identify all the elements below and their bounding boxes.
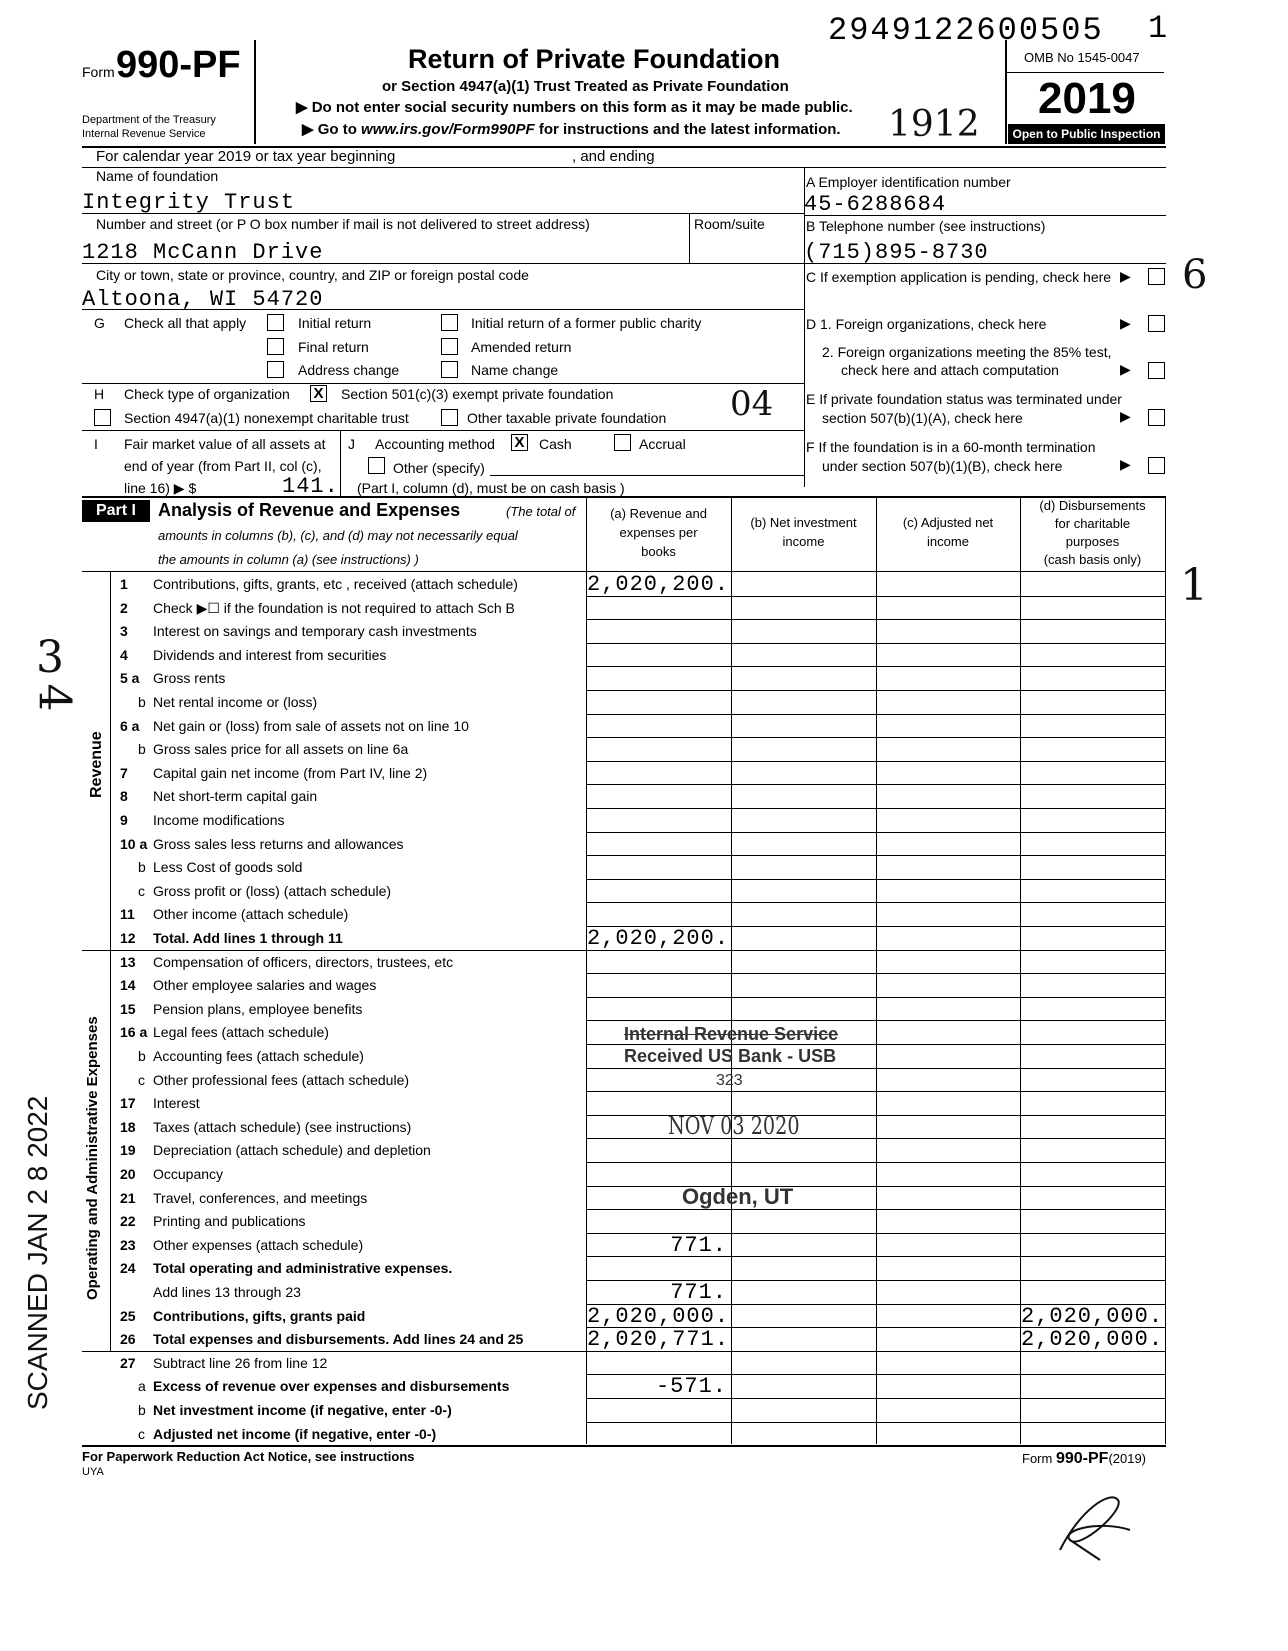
row-rule [586,666,1166,667]
line-label: Compensation of officers, directors, trustees, etc [153,953,454,970]
fmv-line2: end of year (from Part II, col (c), [124,458,322,474]
col-d-header: for charitable [1054,516,1131,531]
notice-ssn: ▶ Do not enter social security numbers on this form as it may be made public. [296,99,853,116]
signature-scribble [1040,1470,1150,1566]
h-label: Check type of organization [124,386,290,402]
footer-form-prefix: Form [1022,1451,1053,1466]
calendar-rule [82,167,1166,168]
paperwork-notice: For Paperwork Reduction Act Notice, see instructions [82,1449,415,1464]
tax-year: 2019 [1038,74,1136,123]
name-label: Name of foundation [96,168,219,184]
row-rule [586,808,1166,809]
uya-code: UYA [82,1466,104,1478]
row-rule [586,997,1166,998]
row-rule [586,761,1166,762]
line-label: Total. Add lines 1 through 11 [153,930,343,946]
d1-foreign-checkbox[interactable] [1148,315,1165,332]
document-locator-number: 2949122600505 [828,12,1104,49]
stamp-323: 323 [716,1072,743,1089]
fmv-value[interactable]: 141. [282,474,339,499]
row-rule [586,643,1166,644]
c-exemption-checkbox[interactable] [1148,268,1165,285]
line-number: b [138,1048,146,1064]
col-d-right [1165,497,1166,1444]
col-a-value[interactable]: 2,020,200. [587,572,730,597]
initial-return-checkbox[interactable] [267,314,284,331]
line-label: Dividends and interest from securities [153,646,387,663]
line-label: Income modifications [153,812,285,828]
part1-desc3: the amounts in column (a) (see instructions) ) [158,552,419,567]
notice-instructions [302,120,841,138]
col-a-header: expenses per [619,524,698,540]
row-rule [82,1351,1166,1352]
line-label: Printing and publications [153,1213,306,1230]
col-a-value[interactable]: 2,020,000. [587,1303,730,1329]
final-return-checkbox[interactable] [267,338,284,355]
city-label: City or town, state or province, country, and ZIP or foreign postal code [96,267,529,283]
room-label: Room/suite [694,216,765,232]
cash-basis-note: (Part I, column (d), must be on cash basis ) [357,480,625,496]
initial-return-label: Initial return [298,315,372,331]
line-number: a [138,1378,146,1395]
line-number: 9 [120,812,128,828]
name-rule [82,213,804,214]
header-divider-left [254,40,256,144]
line-number: 10 a [120,835,148,852]
ein-value[interactable]: 45-6288684 [804,192,947,217]
line-number: 26 [120,1331,136,1348]
line-number: 1 [120,576,128,592]
footer-form-year: (2019) [1108,1451,1147,1466]
line-number: 8 [120,788,128,805]
ein-rule [804,215,1166,216]
line-number: 16 a [120,1024,148,1041]
final-return-label: Final return [298,339,369,355]
ij-divider [340,430,341,496]
line-number: 15 [120,1000,136,1017]
col-a-header: (a) Revenue and [610,505,707,521]
line-label: Check ▶☐ if the foundation is not required to attach Sch B [153,599,515,616]
501c3-label: Section 501(c)(3) exempt private foundation [341,386,614,402]
name-change-checkbox[interactable] [441,361,458,378]
revenue-side-divider [110,571,111,951]
part1-desc1: (The total of [506,504,576,519]
notice-prefix: ▶ Go to [302,121,362,138]
phone-value[interactable]: (715)895-8730 [804,240,989,265]
d2-foreign-85-checkbox[interactable] [1148,362,1165,379]
line-number: 24 [120,1260,136,1277]
other-specify-line [490,475,804,476]
col-a-value[interactable]: 2,020,771. [587,1327,730,1353]
line-label: Net gain or (loss) from sale of assets not on line 10 [153,717,469,734]
line-label: Total expenses and disbursements. Add lines 24 and 25 [153,1331,524,1348]
line-label: Adjusted net income (if negative, enter -0-) [153,1425,437,1442]
col-d-header: (cash basis only) [1043,552,1142,567]
line-label: Other income (attach schedule) [153,906,349,923]
line-label: Interest on savings and temporary cash investments [153,623,477,640]
col-d-value[interactable]: 2,020,000. [1021,1327,1164,1353]
line-number: c [138,882,145,899]
line-number: 6 a [120,717,140,734]
row-rule [586,1091,1166,1092]
form-subtitle: or Section 4947(a)(1) Trust Treated as Private Foundation [382,78,789,95]
line-label: Gross sales less returns and allowances [153,835,404,852]
footer-form-number: 990-PF [1055,1450,1109,1467]
street-rule [82,263,804,264]
address-change-checkbox[interactable] [267,361,284,378]
f-label-line2: under section 507(b)(1)(B), check here [822,458,1063,474]
line-label: Gross profit or (loss) (attach schedule) [153,882,392,899]
row-rule [586,902,1166,903]
col-a-value[interactable]: 771. [670,1232,727,1258]
calendar-year-label: For calendar year 2019 or tax year beginning [96,148,396,165]
line-label: Interest [153,1095,200,1112]
line-label: Total operating and administrative expenses. [153,1260,453,1277]
line-number: 20 [120,1166,136,1182]
handwritten-3: 3 [36,632,64,683]
4947-checkbox[interactable] [94,409,111,426]
initial-former-checkbox[interactable] [441,314,458,331]
col-d-value[interactable]: 2,020,000. [1021,1303,1164,1329]
row-rule [586,1398,1166,1399]
line-label: Taxes (attach schedule) (see instructions) [153,1118,412,1135]
f-arrow-icon: ▶ [1120,456,1131,472]
e-terminated-checkbox[interactable] [1148,409,1165,426]
row-rule [586,619,1166,620]
line-label: Other expenses (attach schedule) [153,1236,364,1253]
col-b-header: (b) Net investment [750,515,857,530]
omb-divider [1006,72,1164,73]
city-rule [82,309,804,310]
part1-desc2: amounts in columns (b), (c), and (d) may not necessarily equal [158,528,518,543]
expenses-side-divider [110,951,111,1351]
cash-checkbox[interactable]: X [511,434,528,451]
d2-label-line1: 2. Foreign organizations meeting the 85% test, [822,344,1112,360]
room-divider [689,213,690,263]
stamp-received: Received US Bank - USB [624,1046,837,1066]
line-number: c [138,1425,145,1442]
other-taxable-label: Other taxable private foundation [467,410,667,426]
line-label: Net investment income (if negative, enter -0-) [153,1402,452,1418]
row-rule [586,855,1166,856]
line-number: b [138,1402,146,1418]
row-rule [586,596,1166,597]
line-number: c [138,1071,145,1088]
col-c-header: income [927,534,969,549]
form-prefix: Form [82,64,115,80]
handwritten-6: 6 [1182,252,1208,298]
line-number: b [138,859,146,876]
col-a-value[interactable]: -571. [655,1374,727,1400]
g-rule [82,383,804,384]
line-label: Travel, conferences, and meetings [153,1189,368,1206]
amended-return-label: Amended return [471,339,572,355]
city-state-zip[interactable]: Altoona, WI 54720 [82,287,324,312]
handwritten-04: 04 [730,384,774,424]
open-to-public-badge: Open to Public Inspection [1008,124,1165,144]
line-number: 13 [120,953,136,970]
col-d-header: (d) Disbursements [1039,498,1146,513]
line-label: Occupancy [153,1166,224,1182]
line-number: 14 [120,977,136,994]
line-label: Gross rents [153,670,226,687]
line-number: 5 a [120,670,140,687]
col-a-header: books [641,543,676,559]
col-d-header: purposes [1065,534,1120,549]
ein-label: A Employer identification number [806,174,1011,190]
document-locator-suffix: 1 [1148,10,1168,47]
part1-tag: Part I [82,500,150,522]
line-number: 4 [120,646,128,663]
line-label: Accounting fees (attach schedule) [153,1048,364,1064]
501c3-checkbox[interactable]: X [310,385,327,402]
line-label: Less Cost of goods sold [153,859,303,876]
stamp-date: NOV 03 2020 [668,1112,800,1140]
omb-number: OMB No 1545-0047 [1024,50,1140,65]
col-b-header: income [782,534,825,549]
row-rule [586,1422,1166,1423]
h-letter: H [94,386,105,402]
col-d-left [1020,497,1021,1444]
cash-label: Cash [539,436,572,452]
g-label: Check all that apply [124,315,247,331]
handwritten-1: 1 [1180,560,1208,611]
col-b-left [731,497,732,1444]
form-number: 990-PF [116,44,241,86]
fmv-line1: Fair market value of all assets at [124,436,326,452]
line-number: 21 [120,1189,136,1206]
row-rule [82,950,1166,951]
line-number: 3 [120,623,128,640]
line-number: b [138,741,146,758]
irs-label: Internal Revenue Service [82,128,206,140]
row-rule [586,784,1166,785]
other-method-label: Other (specify) [393,460,485,476]
row-rule [586,1068,1166,1069]
name-change-label: Name change [471,362,559,378]
g-letter: G [94,315,105,331]
line-label: Contributions, gifts, grants, etc , received (attach schedule) [153,576,518,592]
handwritten-1912: 1912 [888,104,980,145]
calendar-ending-label: , and ending [572,148,655,165]
line-label: Other employee salaries and wages [153,977,377,994]
initial-former-label: Initial return of a former public charity [471,315,702,331]
j-letter: J [348,436,355,452]
row-rule [586,832,1166,833]
line-number: 22 [120,1213,136,1230]
accounting-method-label: Accounting method [375,436,495,452]
line-label: Depreciation (attach schedule) and depletion [153,1142,431,1159]
fmv-line3: line 16) ▶ $ [124,480,197,496]
notice-suffix: for instructions and the latest information. [534,121,841,138]
header-divider-right [1005,40,1007,144]
phone-label: B Telephone number (see instructions) [806,218,1046,234]
line-label: Excess of revenue over expenses and disbursements [153,1378,510,1395]
line-label: Legal fees (attach schedule) [153,1024,329,1041]
line-label: Net short-term capital gain [153,788,318,805]
part1-top-rule [82,496,1166,498]
e-arrow-icon: ▶ [1120,408,1131,424]
row-rule [586,1256,1166,1257]
col-c-header: (c) Adjusted net [902,515,994,530]
scanned-stamp: SCANNED JAN 2 8 2022 [22,1095,53,1410]
row-rule [586,1162,1166,1163]
d1-arrow-icon: ▶ [1120,315,1131,331]
line-label: Contributions, gifts, grants paid [153,1307,366,1324]
e-label-line2: section 507(b)(1)(A), check here [822,410,1023,426]
footer-form-id [1022,1450,1146,1468]
footer-rule [82,1445,1166,1447]
street-label: Number and street (or P O box number if mail is not delivered to street address) [96,216,590,232]
line-label: Other professional fees (attach schedule) [153,1071,410,1088]
stamp-ogden: Ogden, UT [682,1184,794,1209]
f-60month-checkbox[interactable] [1148,457,1165,474]
line-label: Subtract line 26 from line 12 [153,1354,328,1371]
accrual-checkbox[interactable] [614,434,631,451]
d1-foreign-label: D 1. Foreign organizations, check here [806,316,1047,332]
line-label: Capital gain net income (from Part IV, line 2) [153,764,428,781]
row-rule [586,1020,1166,1021]
h-rule [82,430,804,431]
line-label: Net rental income or (loss) [153,694,318,710]
line-number: 27 [120,1354,136,1371]
line-number: 19 [120,1142,136,1159]
line-number: 12 [120,930,136,946]
row-rule [586,879,1166,880]
part1-title: Analysis of Revenue and Expenses [158,500,461,520]
c-arrow-icon: ▶ [1120,268,1131,284]
phone-rule [804,263,1166,264]
i-letter: I [94,436,98,452]
form-title: Return of Private Foundation [408,44,781,74]
line-number: 17 [120,1095,136,1112]
other-method-checkbox[interactable] [368,457,385,474]
notice-url[interactable]: www.irs.gov/Form990PF [361,121,535,138]
dept-treasury: Department of the Treasury [82,114,216,126]
line-number: b [138,694,146,710]
amended-return-checkbox[interactable] [441,338,458,355]
line-label: Gross sales price for all assets on line 6a [153,741,409,758]
handwritten-4: 4 [28,683,80,712]
e-label-line1: E If private foundation status was terminated under [806,391,1122,407]
line-number: 7 [120,764,128,781]
col-a-value[interactable]: 771. [670,1280,727,1305]
line-number: 23 [120,1236,136,1253]
row-rule [586,973,1166,974]
d2-label-line2: check here and attach computation [841,362,1059,378]
address-change-label: Address change [298,362,400,378]
line-number: 2 [120,599,128,616]
row-rule [586,737,1166,738]
line-label: Add lines 13 through 23 [153,1284,301,1300]
row-rule [586,1209,1166,1210]
col-a-value[interactable]: 2,020,200. [587,926,730,951]
line-label: Pension plans, employee benefits [153,1000,363,1017]
d2-arrow-icon: ▶ [1120,361,1131,377]
accrual-label: Accrual [639,436,686,452]
row-rule [586,714,1166,715]
line-number: 25 [120,1307,136,1324]
other-taxable-checkbox[interactable] [441,409,458,426]
street-address[interactable]: 1218 McCann Drive [82,240,324,265]
stamp-irs: Internal Revenue Service [624,1024,839,1044]
col-c-left [876,497,877,1444]
side-expenses: Operating and Administrative Expenses [84,1016,101,1300]
f-label-line1: F If the foundation is in a 60-month termination [806,439,1096,455]
row-rule [586,690,1166,691]
4947-label: Section 4947(a)(1) nonexempt charitable trust [124,410,409,426]
c-exemption-label: C If exemption application is pending, check here [806,269,1112,285]
line-number: 18 [120,1118,136,1135]
row-rule [586,1186,1166,1187]
side-revenue: Revenue [88,731,105,798]
foundation-name[interactable]: Integrity Trust [82,190,296,215]
line-number: 11 [120,906,135,923]
